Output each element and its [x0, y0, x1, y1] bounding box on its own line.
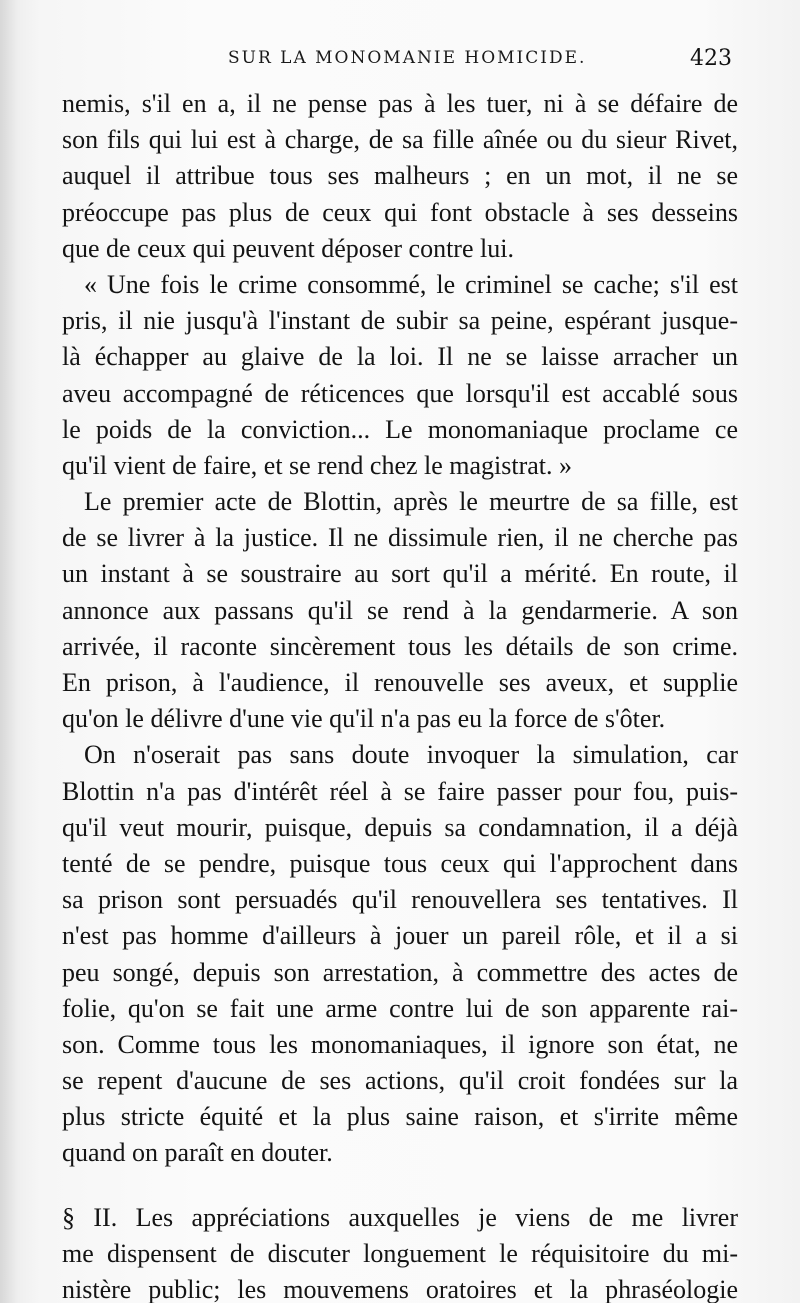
text-line: pris, il nie jusqu'à l'instant de subir sa peine, espérant jusque-: [62, 306, 738, 336]
running-title: SUR LA MONOMANIE HOMICIDE.: [228, 48, 587, 68]
text-line: qu'il vient de faire, et se rend chez le magistrat. »: [62, 450, 573, 480]
section-heading-line: § II. Les appréciations auxquelles je viens de me livrer: [62, 1202, 738, 1232]
text-line: « Une fois le crime consommé, le criminel se cache; s'il est: [84, 269, 738, 299]
body-text: [62, 86, 738, 1303]
text-line: quand on paraît en douter.: [62, 1138, 333, 1168]
text-line: son fils qui lui est à charge, de sa fille aînée ou du sieur Rivet,: [62, 125, 738, 155]
text-line: folie, qu'on se fait une arme contre lui de son apparente rai-: [62, 993, 738, 1023]
text-line: auquel il attribue tous ses malheurs ; en un mot, il ne se: [62, 161, 738, 191]
text-line: qu'on le délivre d'une vie qu'il n'a pas eu la force de s'ôter.: [62, 704, 666, 734]
text-line: là échapper au glaive de la loi. Il ne se laisse arracher un: [62, 342, 738, 372]
text-line: sa prison sont persuadés qu'il renouvellera ses tentatives. Il: [62, 885, 738, 915]
text-line: son. Comme tous les monomaniaques, il ignore son état, ne: [62, 1029, 738, 1059]
page-header: [0, 48, 800, 78]
text-line: arrivée, il raconte sincèrement tous les détails de son crime.: [62, 631, 738, 661]
text-line: nemis, s'il en a, il ne pense pas à les tuer, ni à se défaire de: [62, 89, 738, 118]
text-line: de se livrer à la justice. Il ne dissimule rien, il ne cherche pas: [62, 523, 738, 553]
text-line: En prison, à l'audience, il renouvelle ses aveux, et supplie: [62, 668, 738, 697]
text-line: Blottin n'a pas d'intérêt réel à se faire passer pour fou, puis-: [62, 776, 738, 806]
text-line: plus stricte équité et la plus saine raison, et s'irrite même: [62, 1102, 738, 1132]
section-gap: [62, 1172, 738, 1200]
text-line: préoccupe pas plus de ceux qui font obstacle à ses desseins: [62, 197, 738, 227]
text-line: me dispensent de discuter longuement le réquisitoire du mi-: [62, 1238, 738, 1268]
text-line: annonce aux passans qu'il se rend à la gendarmerie. A son: [62, 595, 738, 625]
text-line: peu songé, depuis son arrestation, à commettre des actes de: [62, 957, 738, 987]
text-line: Le premier acte de Blottin, après le meurtre de sa fille, est: [84, 487, 738, 517]
text-line: que de ceux qui peuvent déposer contre lui.: [62, 233, 514, 263]
text-line: qu'il veut mourir, puisque, depuis sa condamnation, il a déjà: [62, 812, 738, 842]
text-line: un instant à se soustraire au sort qu'il a mérité. En route, il: [62, 559, 738, 589]
text-line: le poids de la conviction... Le monomaniaque proclame ce: [62, 414, 738, 444]
text-line: tenté de se pendre, puisque tous ceux qui l'approchent dans: [62, 848, 738, 878]
text-line: nistère public; les mouvemens oratoires et la phraséologie: [62, 1275, 738, 1303]
text-line: aveu accompagné de réticences que lorsqu'il est accablé sous: [62, 378, 738, 408]
page-number: 423: [690, 46, 732, 71]
text-line: n'est pas homme d'ailleurs à jouer un pareil rôle, et il a si: [62, 921, 738, 951]
binding-shadow: [0, 0, 18, 1303]
text-line: se repent d'aucune de ses actions, qu'il croit fondées sur la: [62, 1066, 738, 1096]
text-line: On n'oserait pas sans doute invoquer la simulation, car: [84, 740, 738, 770]
